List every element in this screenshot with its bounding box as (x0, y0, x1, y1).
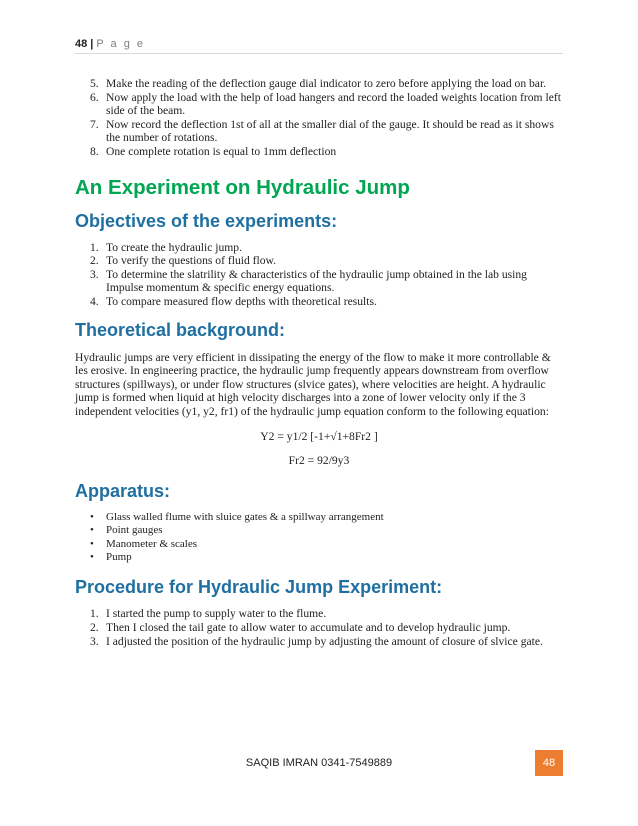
objectives-heading: Objectives of the experiments: (75, 210, 338, 231)
page-content (75, 77, 563, 648)
procedure-heading: Procedure for Hydraulic Jump Experiment: (75, 577, 443, 598)
list-item (75, 145, 563, 159)
list-text: I started the pump to supply water to the flume. (106, 607, 327, 621)
list-text: Pump (106, 550, 132, 563)
list-text: I adjusted the position of the hydraulic jump by adjusting the amount of closure of slvice gate. (106, 634, 543, 648)
list-number: 4. (90, 294, 99, 308)
list-number: 6. (90, 90, 99, 104)
list-item (75, 295, 563, 309)
header-divider (75, 53, 563, 54)
list-text: Now record the deflection 1st of all at the smaller dial of the gauge. It should be read as it shows the number of rotations. (106, 117, 554, 145)
list-item (75, 607, 563, 621)
footer-author: SAQIB IMRAN 0341-7549889 (245, 757, 393, 769)
footer-page-badge: 48 (535, 750, 563, 776)
list-text: Glass walled flume with sluice gates & a spillway arrangement (106, 510, 384, 523)
bullet-icon: • (90, 510, 94, 523)
list-item (75, 635, 563, 649)
page-footer (0, 757, 638, 773)
list-text: Make the reading of the deflection gauge dial indicator to zero before applying the load on bar. (106, 77, 547, 90)
apparatus-heading: Apparatus: (75, 480, 171, 501)
list-number: 8. (90, 144, 99, 158)
list-number: 3. (90, 634, 99, 648)
list-text: Now apply the load with the help of load hangers and record the loaded weights location from left side of the beam. (106, 90, 561, 118)
header-page-number: 48 (75, 38, 88, 50)
bullet-icon: • (90, 524, 94, 537)
theory-paragraph: Hydraulic jumps are very efficient in dissipating the energy of the flow to make it more controllable & les erosive. In engineering practice, the hydraulic jump frequently appears downstream from overflow structures (spillways), or under flow structures (slvice gates), where velocities are height. A hydraulic jump is formed when liquid at high velocity discharges into a zone of lower velocity only if the 3 independent velocities (y1, y2, fr1) of the hydraulic jump equation conform to the following equation: (75, 350, 551, 418)
theory-heading: Theoretical background: (75, 319, 286, 340)
list-item (75, 511, 563, 524)
list-number: 1. (90, 240, 99, 254)
previous-steps-list (75, 77, 563, 159)
list-item (75, 621, 563, 635)
list-text: Then I closed the tail gate to allow water to accumulate and to develop hydraulic jump. (106, 620, 511, 634)
apparatus-list (75, 511, 563, 565)
list-item (75, 91, 563, 118)
list-text: Point gauges (106, 524, 163, 537)
equation-fr2: Fr2 = 92/9y3 (288, 454, 350, 468)
list-number: 2. (90, 254, 99, 268)
list-number: 3. (90, 267, 99, 281)
list-number: 1. (90, 607, 99, 621)
list-item (75, 524, 563, 537)
list-item (75, 538, 563, 551)
procedure-list (75, 607, 563, 648)
list-item (75, 254, 563, 268)
bullet-icon: • (90, 537, 94, 550)
header-page-word: P a g e (96, 38, 145, 50)
list-item (75, 241, 563, 255)
document-title: An Experiment on Hydraulic Jump (75, 175, 410, 199)
list-item (75, 268, 563, 295)
list-item (75, 551, 563, 564)
list-text: To determine the slatrility & characteristics of the hydraulic jump obtained in the lab using Impulse momentum & specific energy equations. (106, 267, 527, 295)
list-text: To compare measured flow depths with theoretical results. (106, 294, 377, 308)
list-number: 5. (90, 77, 99, 90)
list-text: To create the hydraulic jump. (106, 240, 243, 254)
list-text: One complete rotation is equal to 1mm deflection (106, 144, 337, 158)
list-item (75, 118, 563, 145)
list-text: To verify the questions of fluid flow. (106, 254, 277, 268)
list-item (75, 77, 563, 91)
objectives-list (75, 241, 563, 309)
list-number: 7. (90, 117, 99, 131)
page-header (75, 38, 563, 50)
header-separator: | (90, 38, 94, 50)
equation-y2: Y2 = y1/2 [-1+√1+8Fr2 ] (260, 429, 378, 443)
list-text: Manometer & scales (106, 537, 198, 550)
bullet-icon: • (90, 550, 94, 563)
list-number: 2. (90, 620, 99, 634)
